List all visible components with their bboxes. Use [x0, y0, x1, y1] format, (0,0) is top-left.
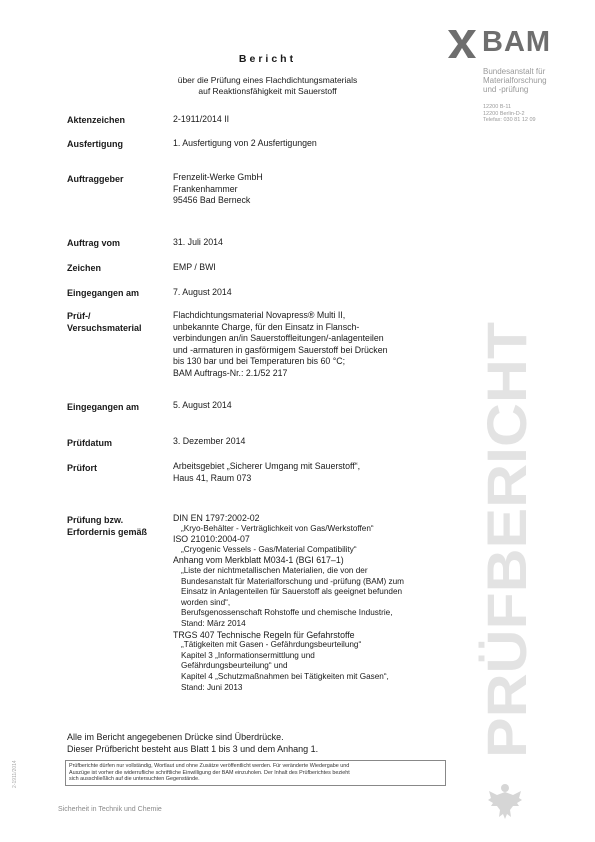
material-description: Flachdichtungsmaterial Novapress® Multi II, unbekannte Charge, für den Einsatz in Flansch- verbindungen an/in Sauerstoffleitungen/-anlagenteilen und -armaturen in gasförmigem Sauerstoff bei Drücken bis 130 bar und bei Temperaturen bis 60 °C; BAM Auftrags-Nr.: 2.1/52 217: [173, 310, 388, 378]
aktenzeichen-value: 2-1911/2014 II: [173, 114, 230, 124]
pruefung-label: Prüfung bzw. Erfordernis gemäß: [67, 515, 148, 537]
ausfertigung-label: Ausfertigung: [67, 139, 123, 149]
auftraggeber-address: Frenzelit-Werke GmbH Frankenhammer 95456 Bad Berneck: [173, 172, 263, 205]
pruefung-standards: DIN EN 1797:2002-02 „Kryo-Behälter - Verträglichkeit von Gas/Werkstoffen“ ISO 21010:2004-07 „Cryogenic Vessels - Gas/Material Compatibility“ Anhang vom Merkblatt M034-1 (BGI 617–1) „Liste der nichtmetallischen Materialien, die von der Bundesanstalt für Materialforschung und -prüfung (BAM) zum Einsatz in Anlagenteilen für Sauerstoff als geeignet befunden worden sind“, Berufsgenossenschaft Rohstoffe und chemische Industrie, Stand: März 2014 TRGS 407 Technische Regeln für Gefahrstoffe „Tätigkeiten mit Gasen - Gefährdungsbeurteilung“ Kapitel 3 „Informationsermittlung und Gefährdungsbeurteilung“ und Kapitel 4 „Schutzmaßnahmen bei Tätigkeiten mit Gasen“, Stand: Juni 2013: [173, 513, 404, 692]
bam-wordmark: BAM: [482, 26, 552, 58]
pruefbericht-stamp-text: PRÜFBERICHT: [475, 356, 538, 758]
pruefort-value: Arbeitsgebiet „Sicherer Umgang mit Sauerstoff“, Haus 41, Raum 073: [173, 461, 361, 483]
subtitle-line-2: auf Reaktionsfähigkeit mit Sauerstoff: [198, 86, 337, 96]
zeichen-value: EMP / BWI: [173, 262, 216, 272]
auftraggeber-label: Auftraggeber: [67, 174, 124, 184]
eingegangen-value-2: 5. August 2014: [173, 400, 232, 410]
ausfertigung-value: 1. Ausfertigung von 2 Ausfertigungen: [173, 138, 317, 148]
zeichen-label: Zeichen: [67, 263, 102, 273]
auftrag-value: 31. Juli 2014: [173, 237, 223, 247]
bam-contact-ref: 12200 B-11 12200 Berlin-D-2 Telefax: 030 81 12 09: [483, 104, 536, 123]
subtitle-line-1: über die Prüfung eines Flachdichtungsmaterials: [177, 75, 358, 85]
pruefort-label: Prüfort: [67, 463, 97, 473]
report-note: Alle im Bericht angegebenen Drücke sind Überdrücke. Dieser Prüfbericht besteht aus Blatt 1 bis 3 und dem Anhang 1.: [67, 732, 319, 754]
pruefdatum-value: 3. Dezember 2014: [173, 436, 246, 446]
margin-reference: 2-1911/2014: [12, 760, 18, 788]
eingegangen-label-2: Eingegangen am: [67, 402, 140, 412]
material-label: Prüf-/ Versuchsmaterial: [67, 311, 142, 333]
eingegangen-label-1: Eingegangen am: [67, 288, 140, 298]
pruefdatum-label: Prüfdatum: [67, 438, 112, 448]
eingegangen-value-1: 7. August 2014: [173, 287, 232, 297]
page-title: Bericht: [238, 53, 297, 65]
pruefbericht-stamp: [470, 320, 540, 760]
bam-institution-name: Bundesanstalt für Materialforschung und -prüfung: [483, 67, 547, 94]
auftrag-label: Auftrag vom: [67, 238, 121, 248]
federal-eagle-icon: [487, 781, 523, 821]
footer-slogan: Sicherheit in Technik und Chemie: [58, 806, 162, 813]
aktenzeichen-label: Aktenzeichen: [67, 115, 126, 125]
legal-notice: Prüfberichte dürfen nur vollständig, Wortlaut und ohne Zusätze veröffentlicht werden. Für veränderte Wiedergabe und Auszüge ist vorher die widerrufliche schriftliche Einwilligung der BAM einzuholen. Der Inhalt des Prüfberichtes bezieht sich ausschließlich auf die untersuchten Gegenstände.: [65, 760, 446, 786]
